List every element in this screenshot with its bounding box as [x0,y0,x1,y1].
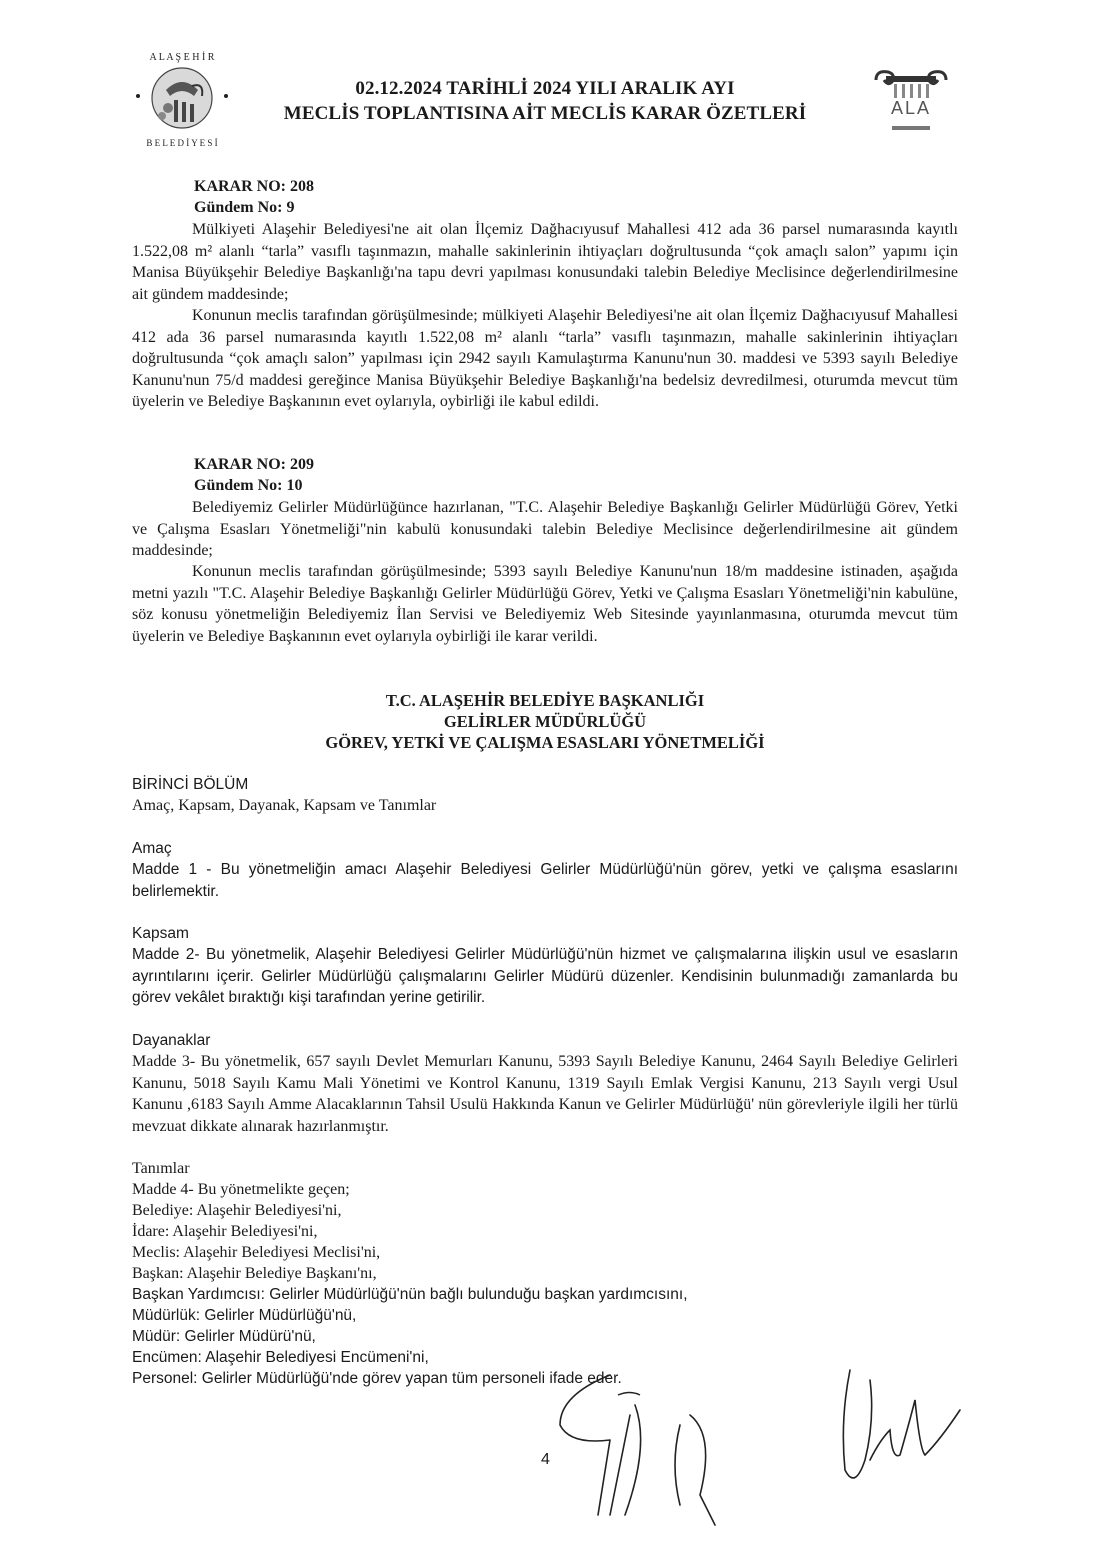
dayanak-heading: Dayanaklar [132,1032,211,1049]
svg-text:A L A Ş E H İ R: A L A Ş E H İ R [149,52,215,63]
decision-208-paragraph-1: Mülkiyeti Alaşehir Belediyesi'ne ait olan İlçemiz Dağhacıyusuf Mahallesi 412 ada 36 parsel numarasında kayıtlı 1.522,08 m² alanlı “tarla” vasıflı taşınmazın, mahalle sakinlerinin ihtiyaçları doğrultusunda “çok amaçlı salon” yapımı için Manisa Büyükşehir Belediye Başkanlığı'na tapu devri yapılması konusundaki talebin Belediye Meclisince değerlendirilmesine ait gündem maddesinde; [132,221,958,303]
signature-2 [820,1360,970,1500]
regulation-title-line-2: GELİRLER MÜDÜRLÜĞÜ [443,712,647,731]
definition-line: Belediye: Alaşehir Belediyesi'ni, [132,1202,342,1219]
definition-line: İdare: Alaşehir Belediyesi'ni, [132,1223,318,1240]
regulation-title-line-3: GÖREV, YETKİ VE ÇALIŞMA ESASLARI YÖNETMELİĞİ [325,733,765,752]
definition-line: Müdür: Gelirler Müdürü'nü, [132,1328,316,1345]
tanimlar-heading: Tanımlar [132,1160,190,1177]
article-3-text: Madde 3- Bu yönetmelik, 657 sayılı Devlet Memurları Kanunu, 5393 Sayılı Belediye Kanunu, 2464 Sayılı Belediye Gelirleri Kanunu, 5018 Sayılı Kamu Mali Yönetimi ve Kontrol Kanunu, 1319 Sayılı Emlak Vergisi Kanunu, 213 Sayılı vergi Usul Kanunu ,6183 Sayılı Amme Alacaklarının Tahsil Usulü Hakkında Kanun ve Gelirler Müdürlüğü' nün görevleriyle ilgili her türlü mevzuat dikkate alınarak hazırlanmıştır. [132,1053,958,1135]
regulation-title-line-1: T.C. ALAŞEHİR BELEDİYE BAŞKANLIĞI [385,691,705,710]
kapsam-heading: Kapsam [132,925,189,942]
decision-208-paragraph-2: Konunun meclis tarafından görüşülmesinde; mülkiyeti Alaşehir Belediyesi'ne ait olan İlçemiz Dağhacıyusuf Mahallesi 412 ada 36 parsel numarasında kayıtlı 1.522,08 m² alanlı “tarla” vasıflı taşınmazın, mahalle sakinlerinin ihtiyaçları doğrultusunda “çok amaçlı salon” yapılması için 2942 sayılı Kamulaştırma Kanunu'nun 30. maddesi ve 5393 sayılı Belediye Kanunu'nun 75/d maddesi gereğince Manisa Büyükşehir Belediye Başkanlığı'na bedelsiz devredilmesi, oturumda mevcut tüm üyelerin ve Belediye Başkanının evet oylarıyla, oybirliği ile kabul edildi. [132,307,958,410]
decision-209-paragraph-1: Belediyemiz Gelirler Müdürlüğünce hazırlanan, "T.C. Alaşehir Belediye Başkanlığı Gelirler Müdürlüğü Görev, Yetki ve Çalışma Esasları Yönetmeliği"nin kabulü konusundaki talebin Belediye Meclisince değerlendirilmesine ait gündem maddesinde; [132,499,958,559]
section-heading: BİRİNCİ BÖLÜM [132,776,249,793]
decision-209-paragraph-2: Konunun meclis tarafından görüşülmesinde; 5393 sayılı Belediye Kanunu'nun 18/m maddesine istinaden, aşağıda metni yazılı "T.C. Alaşehir Belediye Başkanlığı Gelirler Müdürlüğü Görev, Yetki ve Çalışma Esasları Yönetmeliği'nin kabulüne, söz konusu yönetmeliğin Belediyemiz İlan Servisi ve Belediyemiz Web Sitesinde yayınlanmasına, oturumda mevcut tüm üyelerin ve Belediye Başkanının evet oylarıyla oybirliği ile karar verildi. [132,563,958,645]
section-subheading: Amaç, Kapsam, Dayanak, Kapsam ve Tanımlar [132,797,437,814]
page-number: 4 [541,1451,550,1468]
definition-line: Encümen: Alaşehir Belediyesi Encümeni'ni, [132,1349,429,1366]
alasehir-municipality-seal [132,46,232,150]
decision-208-agenda: Gündem No: 9 [194,199,295,216]
article-1-text: Madde 1 - Bu yönetmeliğin amacı Alaşehir Belediyesi Gelirler Müdürlüğü'nün görev, yetki ve çalışma esaslarını belirlemektir. [132,861,958,900]
amac-heading: Amaç [132,840,172,857]
article-2-text: Madde 2- Bu yönetmelik, Alaşehir Belediyesi Gelirler Müdürlüğü'nün hizmet ve çalışmalarına ilişkin usul ve esasların ayrıntılarını içerir. Gelirler Müdürlüğü çalışmalarını Gelirler Müdürü düzenler. Kendisinin bulunmadığı zamanlarda bu görev vekâlet bıraktığı kişi tarafından yerine getirilir. [132,946,958,1006]
svg-text:B E L E D İ Y E S İ: B E L E D İ Y E S İ [146,138,218,148]
ala-logo-text: ALA [890,98,932,118]
decision-209-agenda: Gündem No: 10 [194,477,303,494]
document-header-title [240,76,850,126]
definition-line: Başkan Yardımcısı: Gelirler Müdürlüğü'nün bağlı bulunduğu başkan yardımcısını, [132,1286,688,1303]
definition-line: Personel: Gelirler Müdürlüğü'nde görev yapan tüm personeli ifade eder. [132,1370,622,1387]
ala-column-logo [866,66,956,136]
definition-line: Başkan: Alaşehir Belediye Başkanı'nı, [132,1265,377,1282]
definition-line: Meclis: Alaşehir Belediyesi Meclisi'ni, [132,1244,381,1261]
definition-line: Madde 4- Bu yönetmelikte geçen; [132,1181,350,1198]
decision-209-number: KARAR NO: 209 [194,456,314,473]
definition-line: Müdürlük: Gelirler Müdürlüğü'nü, [132,1307,357,1324]
header-title-line-2: MECLİS TOPLANTISINA AİT MECLİS KARAR ÖZETLERİ [283,103,807,124]
decision-208-number: KARAR NO: 208 [194,178,314,195]
header-title-line-1: 02.12.2024 TARİHLİ 2024 YILI ARALIK AYI [355,78,735,99]
signature-1 [540,1365,750,1535]
